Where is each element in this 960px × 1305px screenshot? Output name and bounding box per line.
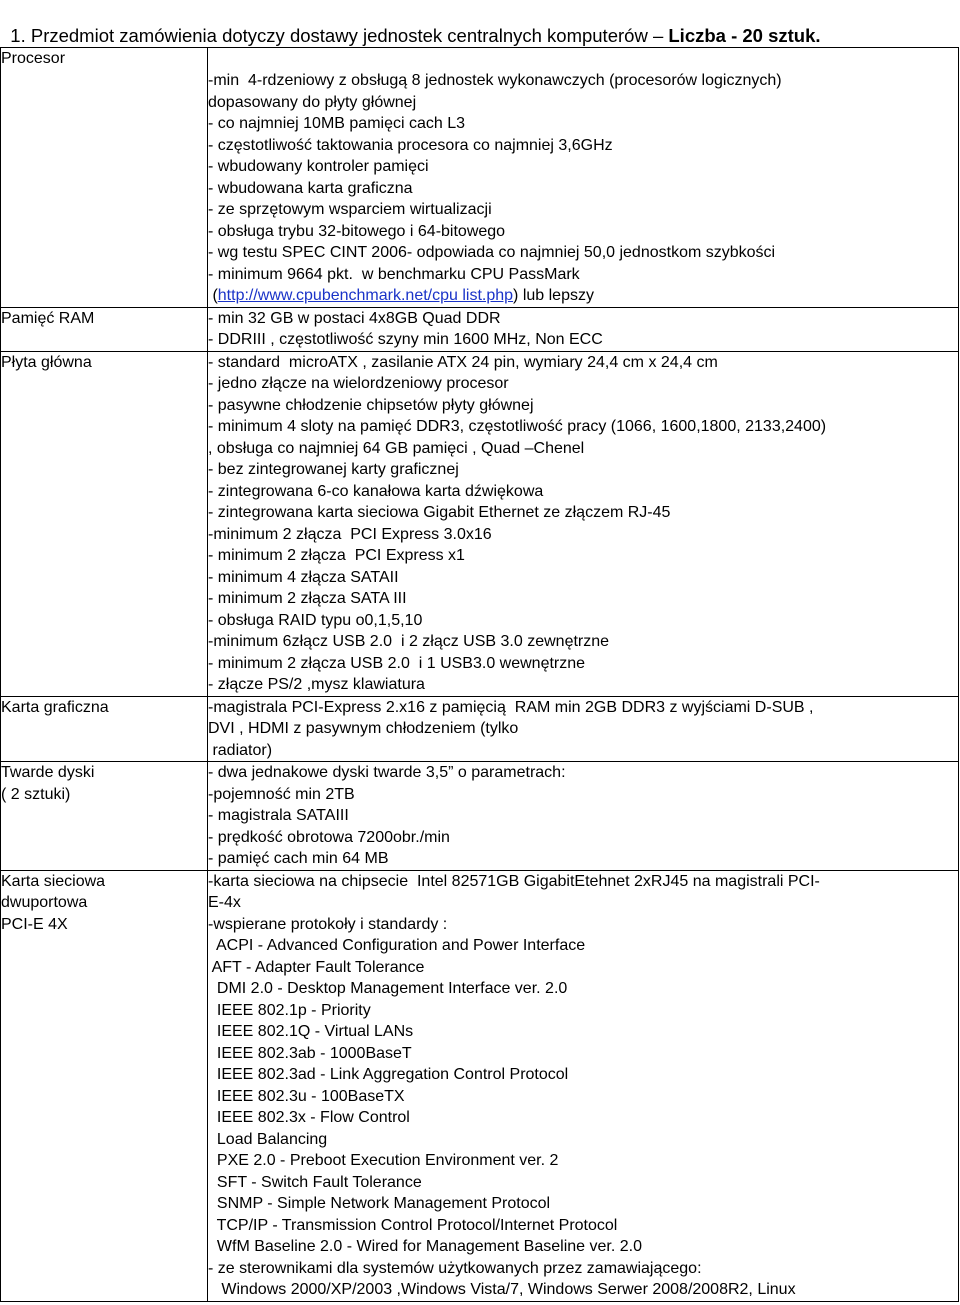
specification-table-body bbox=[1, 48, 959, 1302]
spec-line: - wg testu SPEC CINT 2006- odpowiada co najmniej 50,0 jednostkom szybkości bbox=[208, 244, 776, 261]
spec-label: PCI-E 4X bbox=[1, 915, 68, 933]
spec-line: - złącze PS/2 ,mysz klawiatura bbox=[208, 676, 425, 693]
spec-row-procesor bbox=[1, 48, 959, 308]
spec-line: - ze sterownikami dla systemów użytkowanych przez zamawiającego: bbox=[208, 1259, 702, 1277]
spec-line: DMI 2.0 - Desktop Management Interface ver. 2.0 bbox=[208, 980, 568, 997]
spec-line: IEEE 802.1p - Priority bbox=[208, 1001, 371, 1019]
heading-text: 1. Przedmiot zamówienia dotyczy dostawy jednostek centralnych komputerów – bbox=[10, 25, 669, 46]
spec-line: , obsługa co najmniej 64 GB pamięci , Quad –Chenel bbox=[208, 439, 585, 457]
spec-line: - ze sprzętowym wsparciem wirtualizacji bbox=[208, 201, 492, 218]
spec-line: Load Balancing bbox=[208, 1130, 328, 1148]
spec-line: - prędkość obrotowa 7200obr./min bbox=[208, 828, 450, 846]
spec-line: - zintegrowana karta sieciowa Gigabit Ethernet ze złączem RJ-45 bbox=[208, 504, 671, 521]
spec-label-cell bbox=[1, 351, 208, 696]
spec-line: - standard microATX , zasilanie ATX 24 pin, wymiary 24,4 cm x 24,4 cm bbox=[208, 353, 718, 371]
spec-line: -minimum 2 złącza PCI Express 3.0x16 bbox=[208, 525, 492, 543]
spec-line: -pojemność min 2TB bbox=[208, 785, 355, 803]
spec-row-karta-sieciowa bbox=[1, 870, 959, 1301]
spec-line: - jedno złącze na wielordzeniowy procesor bbox=[208, 375, 509, 392]
spec-value-cell bbox=[208, 870, 959, 1301]
spec-value-cell bbox=[208, 696, 959, 762]
spec-line: - bez zintegrowanej karty graficznej bbox=[208, 461, 459, 478]
spec-line: - wbudowana karta graficzna bbox=[208, 179, 413, 197]
spec-label: dwuportowa bbox=[1, 894, 88, 911]
cpubenchmark-link[interactable]: http://www.cpubenchmark.net/cpu list.php bbox=[217, 287, 514, 304]
spec-line: - pasywne chłodzenie chipsetów płyty głównej bbox=[208, 396, 534, 414]
spec-line: - dwa jednakowe dyski twarde 3,5” o parametrach: bbox=[208, 764, 566, 781]
spec-line: dopasowany do płyty głównej bbox=[208, 93, 417, 111]
spec-line: - wbudowany kontroler pamięci bbox=[208, 158, 429, 175]
spec-line: -wspierane protokoły i standardy : bbox=[208, 915, 448, 933]
spec-value-cell bbox=[208, 307, 959, 351]
spec-line: - obsługa RAID typu o0,1,5,10 bbox=[208, 611, 423, 629]
spec-label: Karta sieciowa bbox=[1, 872, 106, 890]
spec-label: Twarde dyski bbox=[1, 764, 95, 781]
spec-line: - min 32 GB w postaci 4x8GB Quad DDR bbox=[208, 309, 501, 327]
spec-line: -magistrala PCI-Express 2.x16 z pamięcią RAM min 2GB DDR3 z wyjściami D-SUB , bbox=[208, 698, 814, 716]
section-heading bbox=[0, 0, 821, 46]
specification-table bbox=[0, 47, 959, 1302]
link-prefix: ( bbox=[208, 287, 218, 304]
spec-line: IEEE 802.3u - 100BaseTX bbox=[208, 1087, 405, 1105]
spec-label-cell bbox=[1, 870, 208, 1301]
spec-label: Pamięć RAM bbox=[1, 309, 95, 327]
spec-line: - minimum 4 złącza SATAII bbox=[208, 568, 399, 586]
spec-line: - minimum 2 złącza USB 2.0 i 1 USB3.0 wewnętrzne bbox=[208, 654, 586, 672]
spec-value-cell bbox=[208, 762, 959, 871]
spec-row-karta-graficzna bbox=[1, 696, 959, 762]
spec-line: - zintegrowana 6-co kanałowa karta dźwiękowa bbox=[208, 482, 544, 500]
spec-label: Procesor bbox=[1, 50, 66, 67]
spec-label: Płyta główna bbox=[1, 353, 92, 371]
spec-row-plyta-glowna bbox=[1, 351, 959, 696]
heading-quantity: Liczba - 20 sztuk. bbox=[668, 25, 821, 46]
spec-line: TCP/IP - Transmission Control Protocol/Internet Protocol bbox=[208, 1216, 618, 1234]
spec-line: - magistrala SATAIII bbox=[208, 807, 349, 824]
spec-line: - częstotliwość taktowania procesora co najmniej 3,6GHz bbox=[208, 136, 613, 154]
spec-line: - minimum 4 sloty na pamięć DDR3, częstotliwość pracy (1066, 1600,1800, 2133,2400) bbox=[208, 418, 827, 435]
spec-line: Windows 2000/XP/2003 ,Windows Vista/7, Windows Serwer 2008/2008R2, Linux bbox=[208, 1281, 796, 1298]
spec-label-cell bbox=[1, 48, 208, 308]
spec-value-cell bbox=[208, 351, 959, 696]
spec-line: - minimum 2 złącza SATA III bbox=[208, 590, 407, 607]
spec-line: - obsługa trybu 32-bitowego i 64-bitowego bbox=[208, 222, 506, 240]
spec-line: - pamięć cach min 64 MB bbox=[208, 850, 389, 867]
spec-line: SNMP - Simple Network Management Protocol bbox=[208, 1195, 551, 1212]
spec-line: IEEE 802.1Q - Virtual LANs bbox=[208, 1023, 414, 1040]
spec-label-cell bbox=[1, 307, 208, 351]
spec-line: IEEE 802.3x - Flow Control bbox=[208, 1109, 410, 1126]
spec-line: AFT - Adapter Fault Tolerance bbox=[208, 958, 425, 976]
spec-line: - minimum 9664 pkt. w benchmarku CPU PassMark bbox=[208, 265, 580, 283]
spec-line: IEEE 802.3ad - Link Aggregation Control Protocol bbox=[208, 1066, 569, 1083]
spec-line: E-4x bbox=[208, 894, 241, 911]
spec-line: - DDRIII , częstotliwość szyny min 1600 MHz, Non ECC bbox=[208, 331, 603, 348]
spec-label: ( 2 sztuki) bbox=[1, 785, 71, 803]
spec-line: - minimum 2 złącza PCI Express x1 bbox=[208, 547, 465, 564]
spec-line: SFT - Switch Fault Tolerance bbox=[208, 1173, 422, 1191]
spec-line: PXE 2.0 - Preboot Execution Environment ver. 2 bbox=[208, 1152, 559, 1169]
spec-line: -karta sieciowa na chipsecie Intel 82571GB GigabitEtehnet 2xRJ45 na magistrali PCI- bbox=[208, 872, 820, 890]
spec-line: radiator) bbox=[208, 741, 273, 759]
spec-line: IEEE 802.3ab - 1000BaseT bbox=[208, 1044, 412, 1062]
spec-line: -min 4-rdzeniowy z obsługą 8 jednostek wykonawczych (procesorów logicznych) bbox=[208, 72, 782, 89]
spec-line: WfM Baseline 2.0 - Wired for Management Baseline ver. 2.0 bbox=[208, 1238, 642, 1255]
spec-row-pamiec-ram bbox=[1, 307, 959, 351]
spec-label-cell bbox=[1, 696, 208, 762]
spec-label-cell bbox=[1, 762, 208, 871]
spec-line: - co najmniej 10MB pamięci cach L3 bbox=[208, 115, 466, 132]
spec-line-with-link bbox=[208, 285, 958, 307]
spec-row-twarde-dyski bbox=[1, 762, 959, 871]
spec-value-cell bbox=[208, 48, 959, 308]
link-suffix: ) lub lepszy bbox=[513, 287, 594, 304]
spec-label: Karta graficzna bbox=[1, 698, 109, 716]
spec-line: ACPI - Advanced Configuration and Power Interface bbox=[208, 937, 586, 954]
spec-line: DVI , HDMI z pasywnym chłodzeniem (tylko bbox=[208, 720, 519, 737]
spec-line: -minimum 6złącz USB 2.0 i 2 złącz USB 3.0 zewnętrzne bbox=[208, 633, 610, 650]
